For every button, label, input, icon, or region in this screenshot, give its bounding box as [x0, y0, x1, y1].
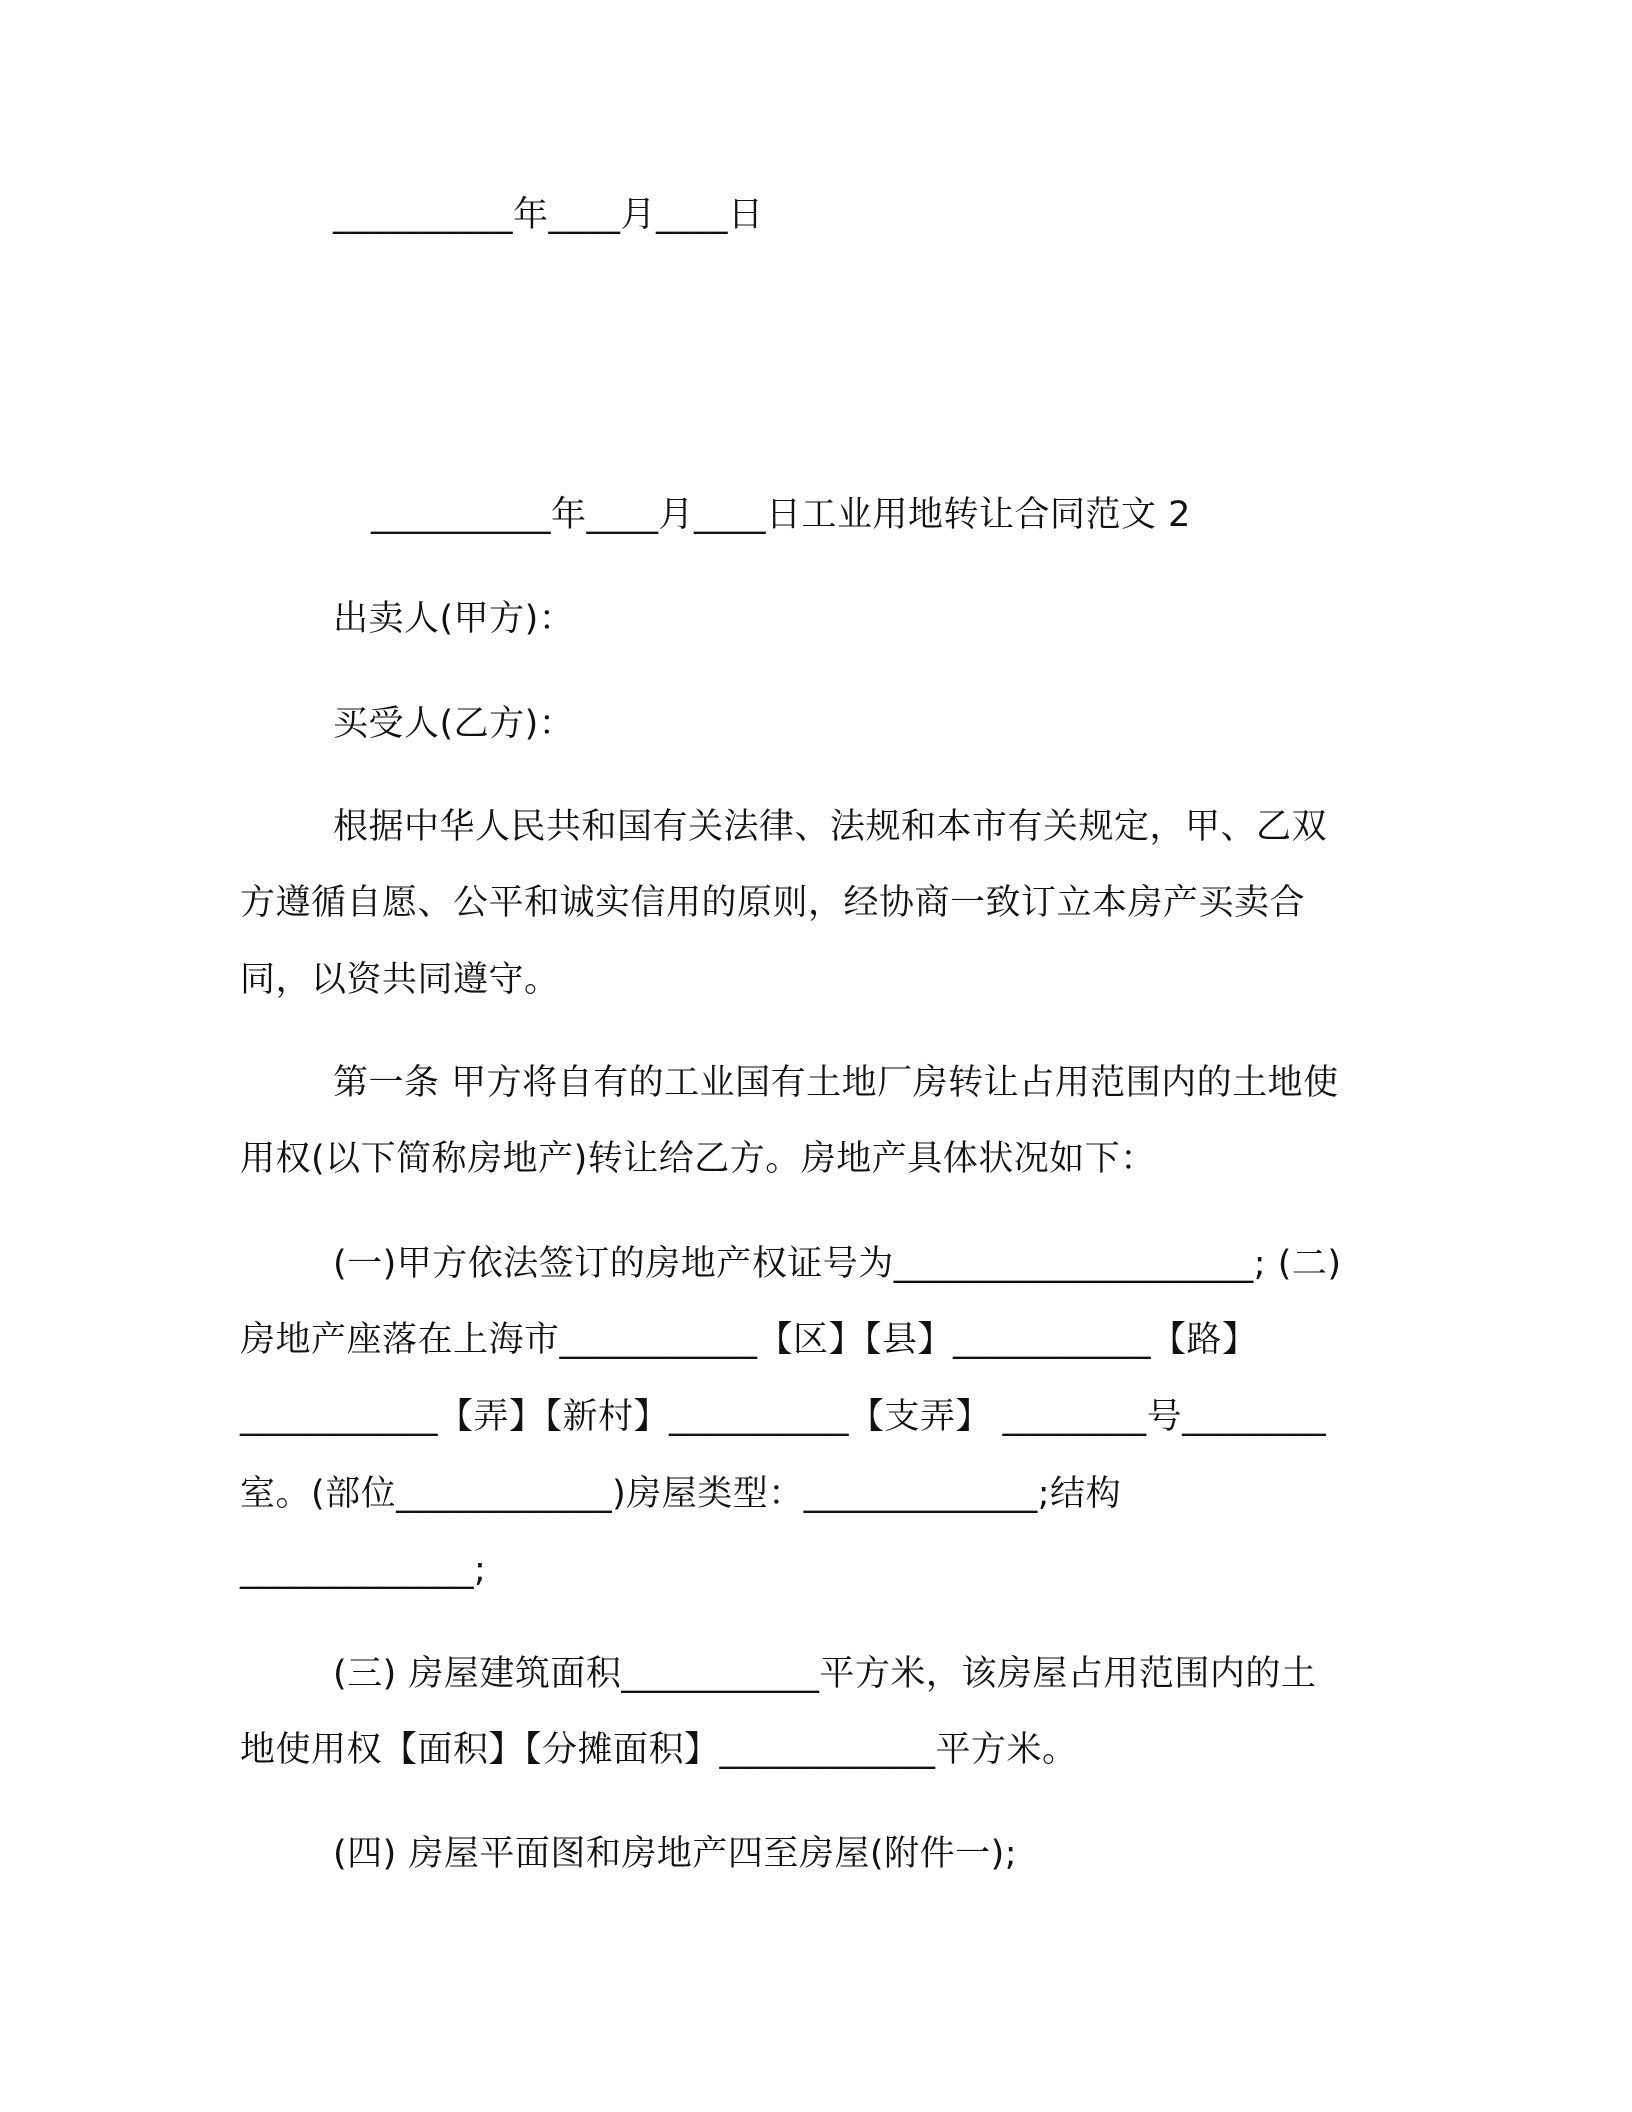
seller-label: 出卖人(甲方)：	[333, 599, 575, 639]
item-1-line: _____________;	[240, 1550, 487, 1590]
item-1-line: ___________【弄】【新村】__________【支弄】 ________号________	[240, 1397, 1327, 1437]
intro-line: 根据中华人民共和国有关法律、法规和本市有关规定，甲、乙双	[333, 807, 1328, 847]
item-3-line: 地使用权【面积】【分摊面积】____________平方米。	[240, 1730, 1078, 1770]
item-1-line: 室。(部位____________)房屋类型：_____________;结构	[240, 1474, 1122, 1514]
intro-line: 方遵循自愿、公平和诚实信用的原则，经协商一致订立本房产买卖合	[240, 883, 1306, 923]
buyer-label: 买受人(乙方)：	[333, 704, 575, 744]
date-line: __________年____月____日	[333, 195, 764, 235]
item-1-line: (一)甲方依法签订的房地产权证号为____________________; (二)	[333, 1244, 1342, 1284]
item-1-line: 房地产座落在上海市___________【区】【县】___________【路】	[240, 1320, 1258, 1360]
article-1-line: 第一条 甲方将自有的工业国有土地厂房转让占用范围内的土地使	[333, 1063, 1339, 1103]
item-3-line: (三) 房屋建筑面积___________平方米，该房屋占用范围内的土	[333, 1654, 1317, 1694]
item-4-line: (四) 房屋平面图和房地产四至房屋(附件一);	[333, 1834, 1018, 1874]
intro-line: 同，以资共同遵守。	[240, 960, 560, 1000]
document-title: __________年____月____日工业用地转让合同范文 2	[371, 495, 1191, 535]
article-1-line: 用权(以下简称房地产)转让给乙方。房地产具体状况如下：	[240, 1139, 1156, 1179]
